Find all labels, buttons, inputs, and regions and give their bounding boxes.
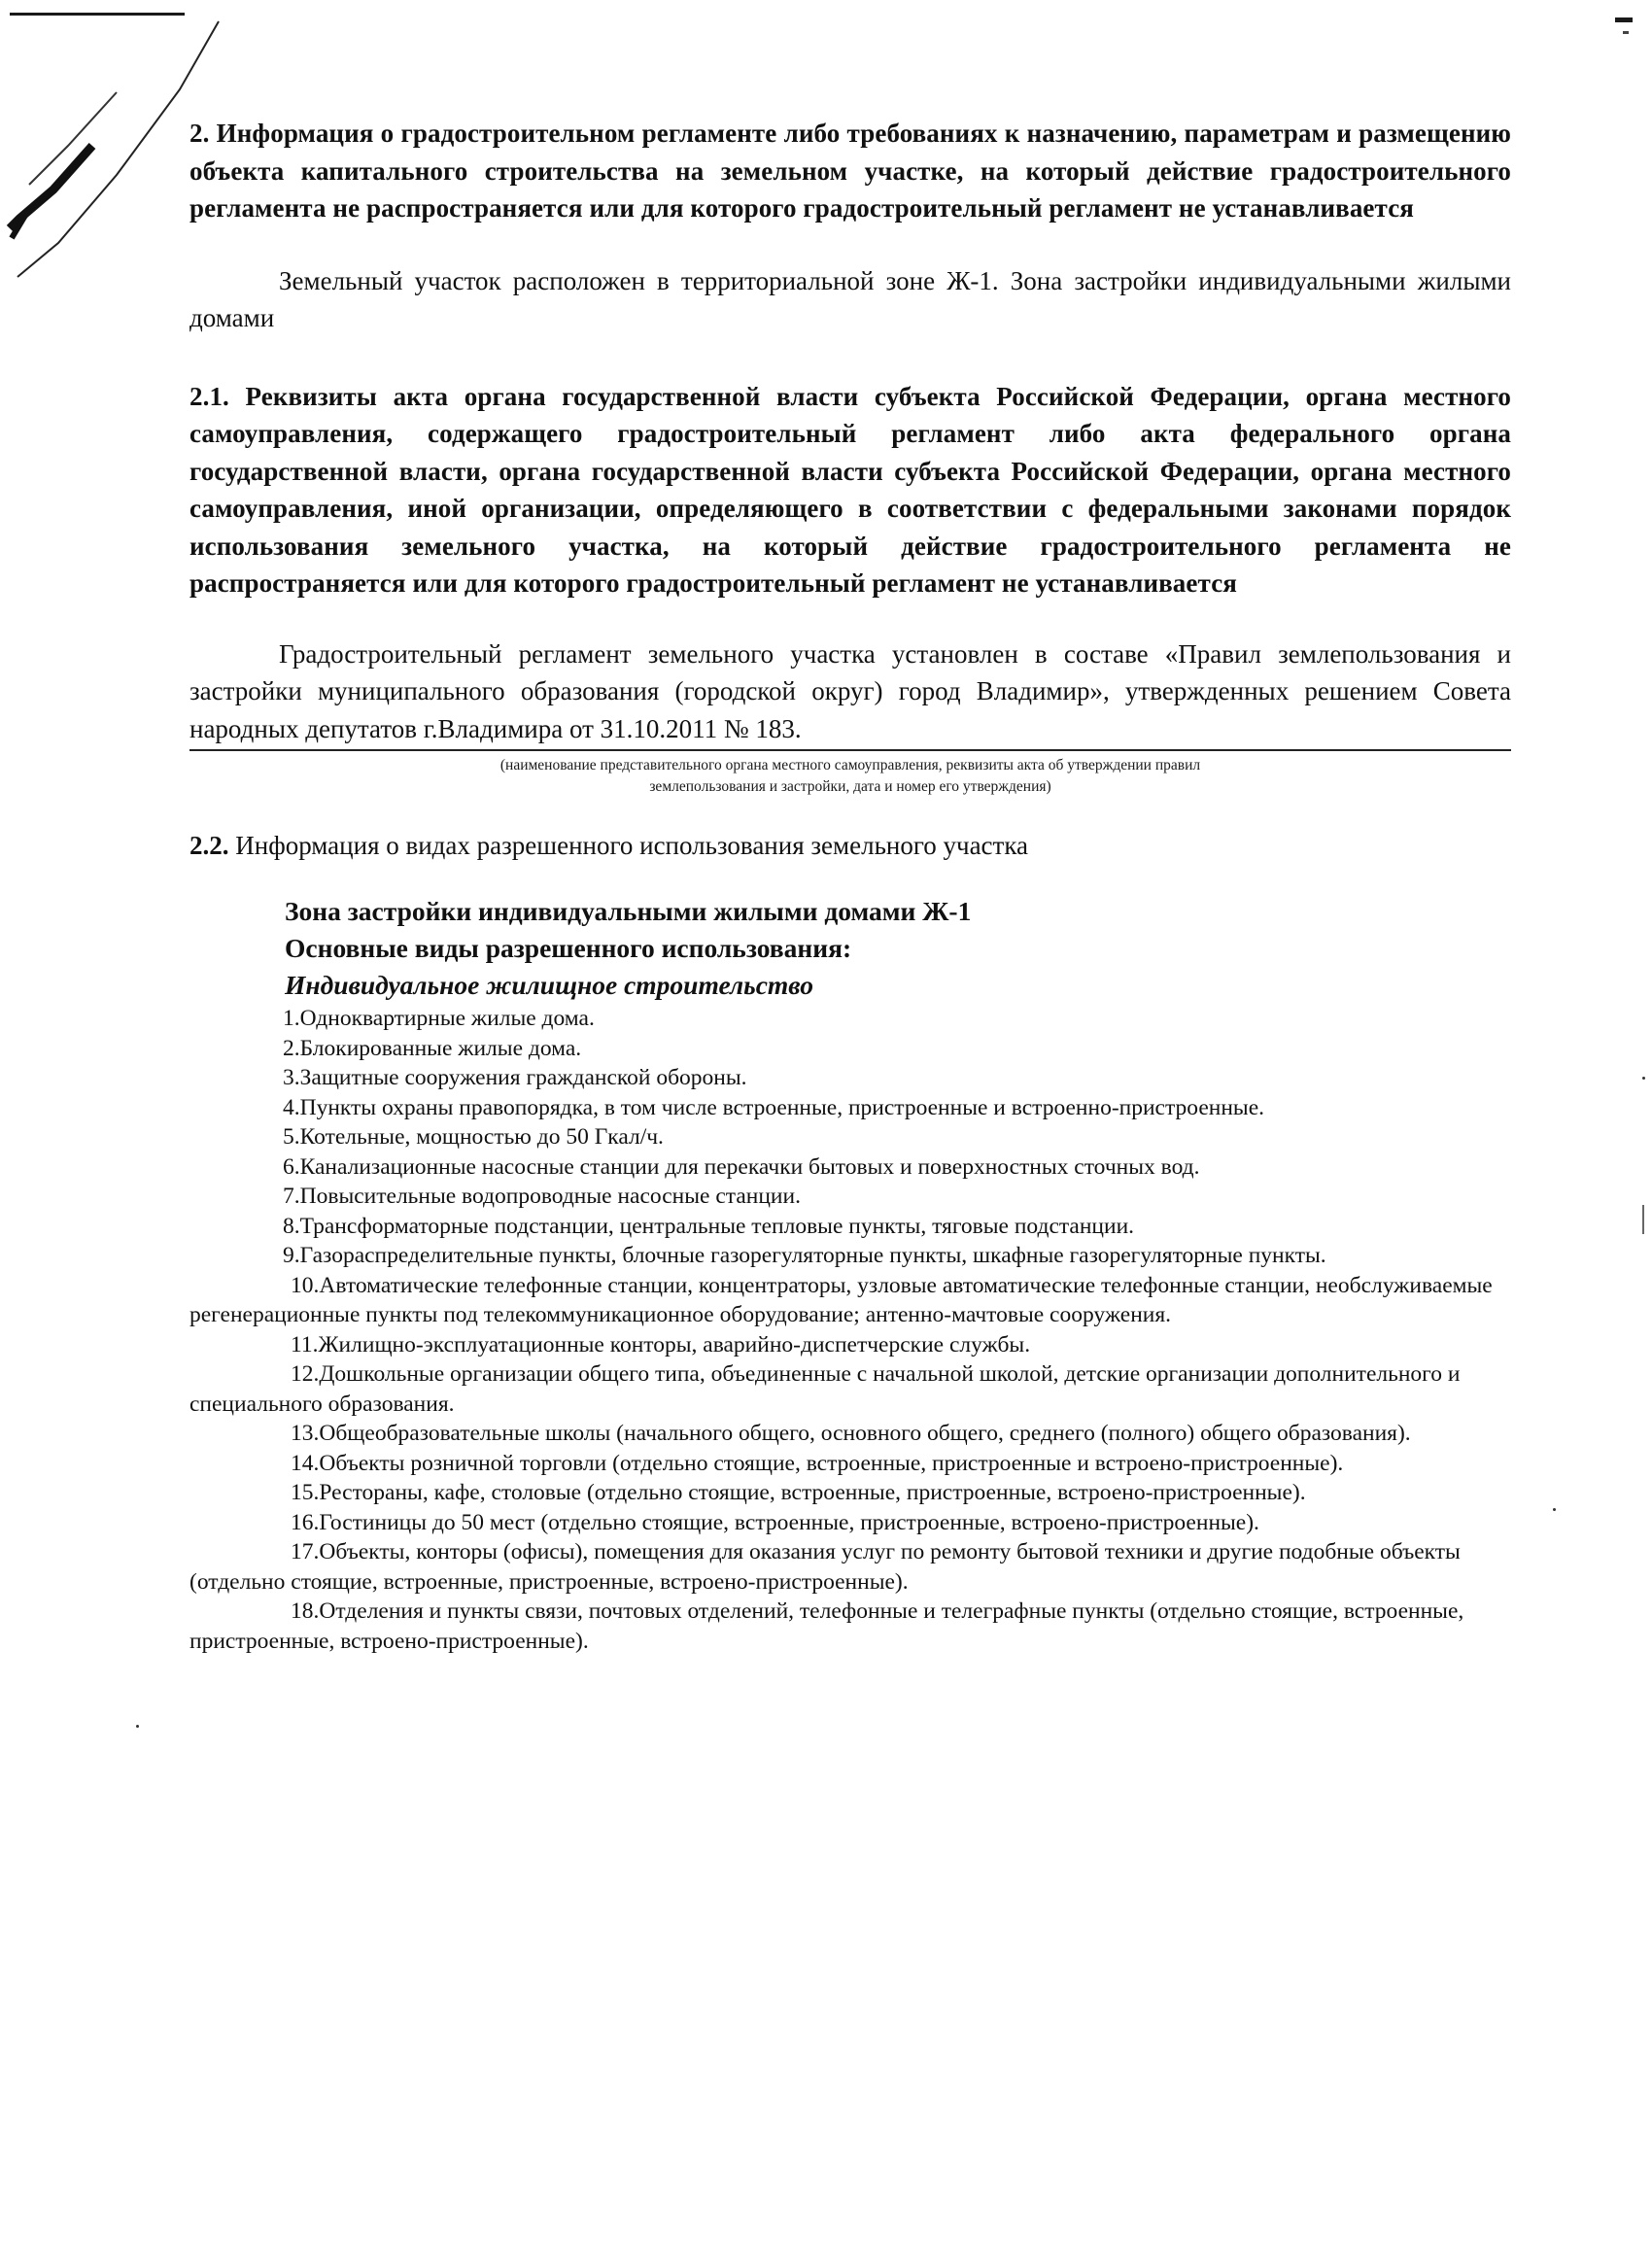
scan-corner-mark	[1615, 17, 1633, 22]
list-item: 9.Газораспределительные пункты, блочные газорегуляторные пункты, шкафные газорегуляторные пункты.	[283, 1243, 1326, 1268]
list-item: 4.Пункты охраны правопорядка, в том числе встроенные, пристроенные и встроенно-пристроенные.	[283, 1094, 1264, 1120]
document-content	[189, 115, 1511, 1656]
list-item: 18.Отделения и пункты связи, почтовых отделений, телефонные и телеграфные пункты (отдельно стоящие, встроенные, пристроенные, встроено-пристроенные).	[189, 1598, 1464, 1654]
section-2-1-heading: 2.1. Реквизиты акта органа государственной власти субъекта Российской Федерации, органа местного самоуправления, содержащего градостроительный регламент либо акта федерального органа государственной власти, органа государственной власти субъекта Российской Федерации, органа местного самоуправления, иной организации, определяющего в соответствии с федеральными законами порядок использования земельного участка, на который действие градостроительного регламента не распространяется или для которого градостроительный регламент не устанавливается	[189, 381, 1511, 598]
list-item: 5.Котельные, мощностью до 50 Гкал/ч.	[283, 1124, 664, 1150]
main-uses-title: Основные виды разрешенного использования:	[285, 933, 852, 963]
caption-line-2: землепользования и застройки, дата и номер его утверждения)	[649, 778, 1051, 795]
list-item: 15.Рестораны, кафе, столовые (отдельно стоящие, встроенные, пристроенные, встроено-пристроенные).	[291, 1480, 1306, 1505]
list-item: 8.Трансформаторные подстанции, центральные тепловые пункты, тяговые подстанции.	[283, 1213, 1135, 1239]
section-2-heading: 2. Информация о градостроительном регламенте либо требованиях к назначению, параметрам и размещению объекта капитального строительства на земельном участке, на который действие градостроительного регламента не распространяется или для которого градостроительный регламент не устанавливается	[189, 119, 1511, 223]
list-item: 3.Защитные сооружения гражданской обороны.	[283, 1065, 747, 1090]
use-category: Индивидуальное жилищное строительство	[285, 970, 813, 1000]
list-item: 13.Общеобразовательные школы (начального общего, основного общего, среднего (полного) общего образования).	[291, 1421, 1411, 1446]
list-item: 2.Блокированные жилые дома.	[283, 1035, 582, 1061]
list-item: 6.Канализационные насосные станции для перекачки бытовых и поверхностных сточных вод.	[283, 1153, 1200, 1180]
permitted-uses-list	[189, 1004, 1511, 1656]
section-2-2-heading	[189, 827, 1511, 864]
list-item: 14.Объекты розничной торговли (отдельно стоящие, встроенные, пристроенные и встроено-пристроенные).	[291, 1450, 1344, 1476]
section-2-2-number: 2.2.	[189, 831, 229, 860]
section-2-text: Земельный участок расположен в территориальной зоне Ж-1. Зона застройки индивидуальными жилыми домами	[189, 265, 1511, 332]
zone-title: Зона застройки индивидуальными жилыми домами Ж-1	[285, 896, 972, 926]
list-item: 17.Объекты, конторы (офисы), помещения для оказания услуг по ремонту бытовой техники и другие подобные объекты (отдельно стоящие, встроенные, пристроенные, встроено-пристроенные).	[189, 1539, 1461, 1595]
scan-speck	[136, 1725, 139, 1728]
list-item: 16.Гостиницы до 50 мест (отдельно стоящие, встроенные, пристроенные, встроено-пристроенные).	[291, 1509, 1259, 1535]
list-item: 12.Дошкольные организации общего типа, объединенные с начальной школой, детские организации дополнительного и специального образования.	[189, 1361, 1461, 1417]
list-item: 11.Жилищно-эксплуатационные конторы, аварийно-диспетчерские службы.	[291, 1331, 1031, 1357]
list-item: 10.Автоматические телефонные станции, концентраторы, узловые автоматические телефонные станции, необслуживаемые регенерационные пункты под телекоммуникационное оборудование; антенно-мачтовые сооружения.	[189, 1272, 1493, 1327]
underline-rule	[189, 749, 1511, 751]
zone-block	[285, 893, 1511, 1004]
list-item: 7.Повысительные водопроводные насосные станции.	[283, 1184, 801, 1209]
section-2-1-text: Градостроительный регламент земельного участка установлен в составе «Правил землепользования и застройки муниципального образования (городской округ) город Владимир», утвержденных решением Совета народных депутатов г.Владимира от 31.10.2011 № 183.	[189, 638, 1511, 743]
scan-edge-mark	[1642, 1205, 1644, 1234]
list-item: 1.Одноквартирные жилые дома.	[283, 1006, 595, 1031]
scan-speck	[1553, 1508, 1556, 1511]
caption-line-1: (наименование представительного органа местного самоуправления, реквизиты акта об утверждении правил	[499, 757, 1201, 773]
scan-corner-mark-small	[1623, 31, 1629, 34]
section-2-2-title: Информация о видах разрешенного использования земельного участка	[228, 831, 1029, 860]
scan-speck	[1642, 1077, 1645, 1080]
